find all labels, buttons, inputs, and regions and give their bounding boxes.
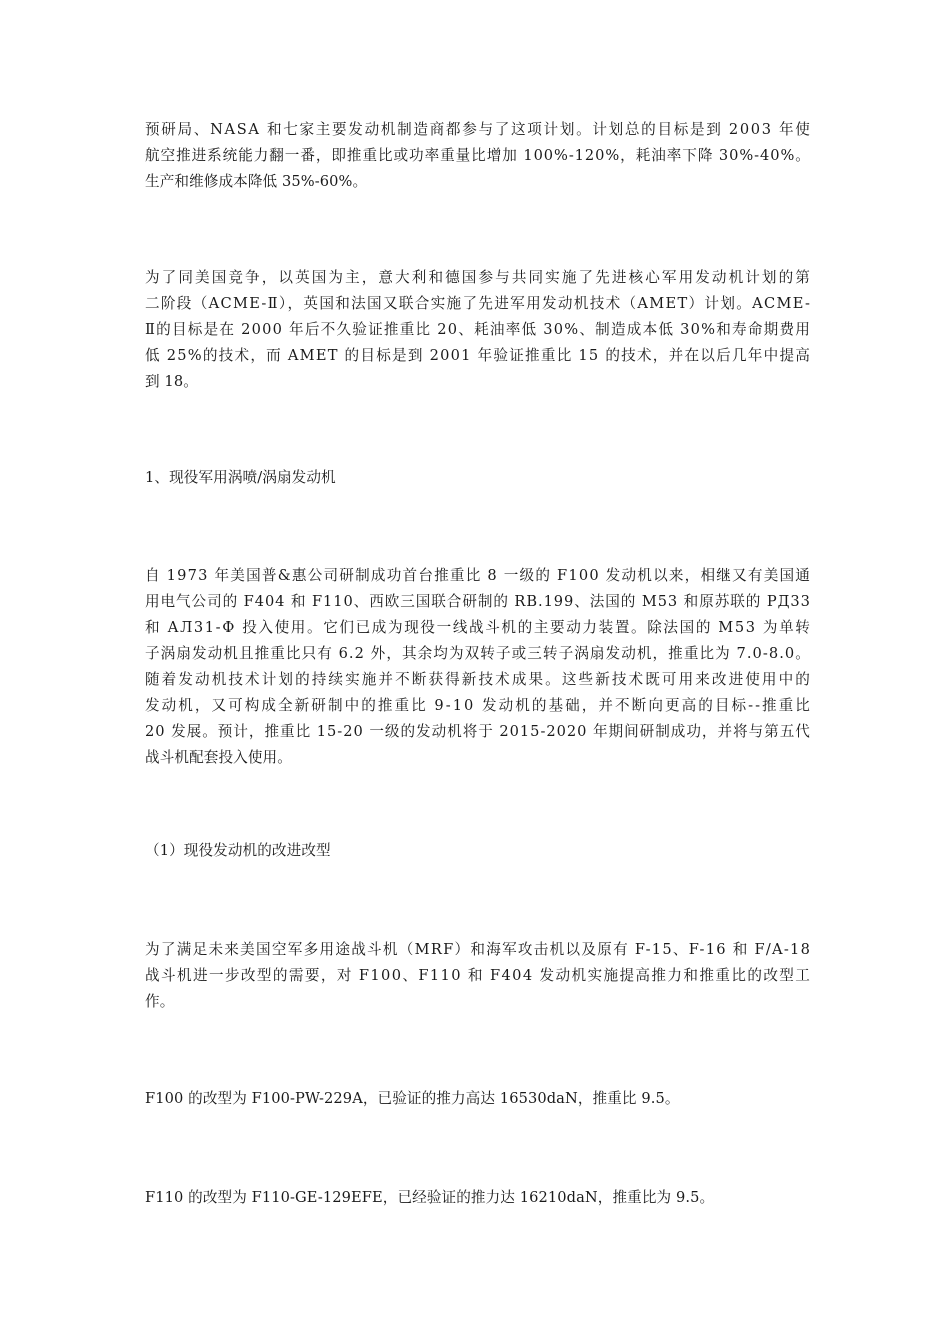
- paragraph-program-goals: [145, 117, 810, 195]
- heading-text: 1、现役军用涡喷/涡扇发动机: [145, 469, 336, 486]
- text-line: Ⅱ的目标是在 2000 年后不久验证推重比 20、耗油率低 30%、制造成本低 30%和寿命期费用: [145, 321, 812, 338]
- text-line: 战斗机进一步改型的需要，对 F100、F110 和 F404 发动机实施提高推力和推重比的改型工: [145, 967, 812, 984]
- text-line: 用电气公司的 F404 和 F110、西欧三国联合研制的 RB.199、法国的 M53 和原苏联的 РД33: [145, 593, 811, 610]
- text-line: 为了满足未来美国空军多用途战斗机（MRF）和海军攻击机以及原有 F-15、F-16 和 F/A-18: [145, 941, 812, 958]
- text-line: 发动机，又可构成全新研制中的推重比 9-10 发动机的基础，并不断向更高的目标--推重比: [145, 697, 812, 714]
- paragraph-f100-variant: [145, 1086, 810, 1112]
- text-line: 预研局、NASA 和七家主要发动机制造商都参与了这项计划。计划总的目标是到 2003 年使: [145, 121, 812, 138]
- paragraph-improvement-needs: [145, 937, 810, 1015]
- text-line: F110 的改型为 F110-GE-129EFE，已经验证的推力达 16210daN，推重比为 9.5。: [145, 1189, 715, 1206]
- text-line: 作。: [145, 993, 175, 1010]
- text-line: 随着发动机技术计划的持续实施并不断获得新技术成果。这些新技术既可用来改进使用中的: [145, 671, 812, 688]
- paragraph-european-programs: [145, 265, 810, 395]
- subsection-heading-improvements: [145, 838, 810, 864]
- text-line: 和 АЛ31-Ф 投入使用。它们已成为现役一线战斗机的主要动力装置。除法国的 M53 为单转: [145, 619, 812, 636]
- paragraph-f110-variant: [145, 1185, 810, 1211]
- text-line: 自 1973 年美国普&惠公司研制成功首台推重比 8 一级的 F100 发动机以来，相继又有美国通: [145, 567, 812, 584]
- text-line: 低 25%的技术，而 AMET 的目标是到 2001 年验证推重比 15 的技术，并在以后几年中提高: [145, 347, 812, 364]
- paragraph-current-engines: [145, 563, 810, 771]
- text-line: 到 18。: [145, 373, 198, 390]
- text-line: 二阶段（ACME-Ⅱ），英国和法国又联合实施了先进军用发动机技术（AMET）计划。ACME-: [145, 295, 812, 312]
- text-line: 为了同美国竞争，以英国为主，意大利和德国参与共同实施了先进核心军用发动机计划的第: [145, 269, 812, 286]
- section-heading-current-engines: [145, 465, 810, 491]
- text-line: 20 发展。预计，推重比 15-20 一级的发动机将于 2015-2020 年期间研制成功，并将与第五代: [145, 723, 811, 740]
- heading-text: （1）现役发动机的改进改型: [145, 842, 331, 859]
- text-line: 战斗机配套投入使用。: [145, 749, 292, 766]
- text-line: 子涡扇发动机且推重比只有 6.2 外，其余均为双转子或三转子涡扇发动机，推重比为 7.0-8.0。: [145, 645, 811, 662]
- text-line: 生产和维修成本降低 35%-60%。: [145, 173, 368, 190]
- text-line: F100 的改型为 F100-PW-229A，已验证的推力高达 16530daN，推重比 9.5。: [145, 1090, 680, 1107]
- text-line: 航空推进系统能力翻一番，即推重比或功率重量比增加 100%-120%，耗油率下降 30%-40%。: [145, 147, 811, 164]
